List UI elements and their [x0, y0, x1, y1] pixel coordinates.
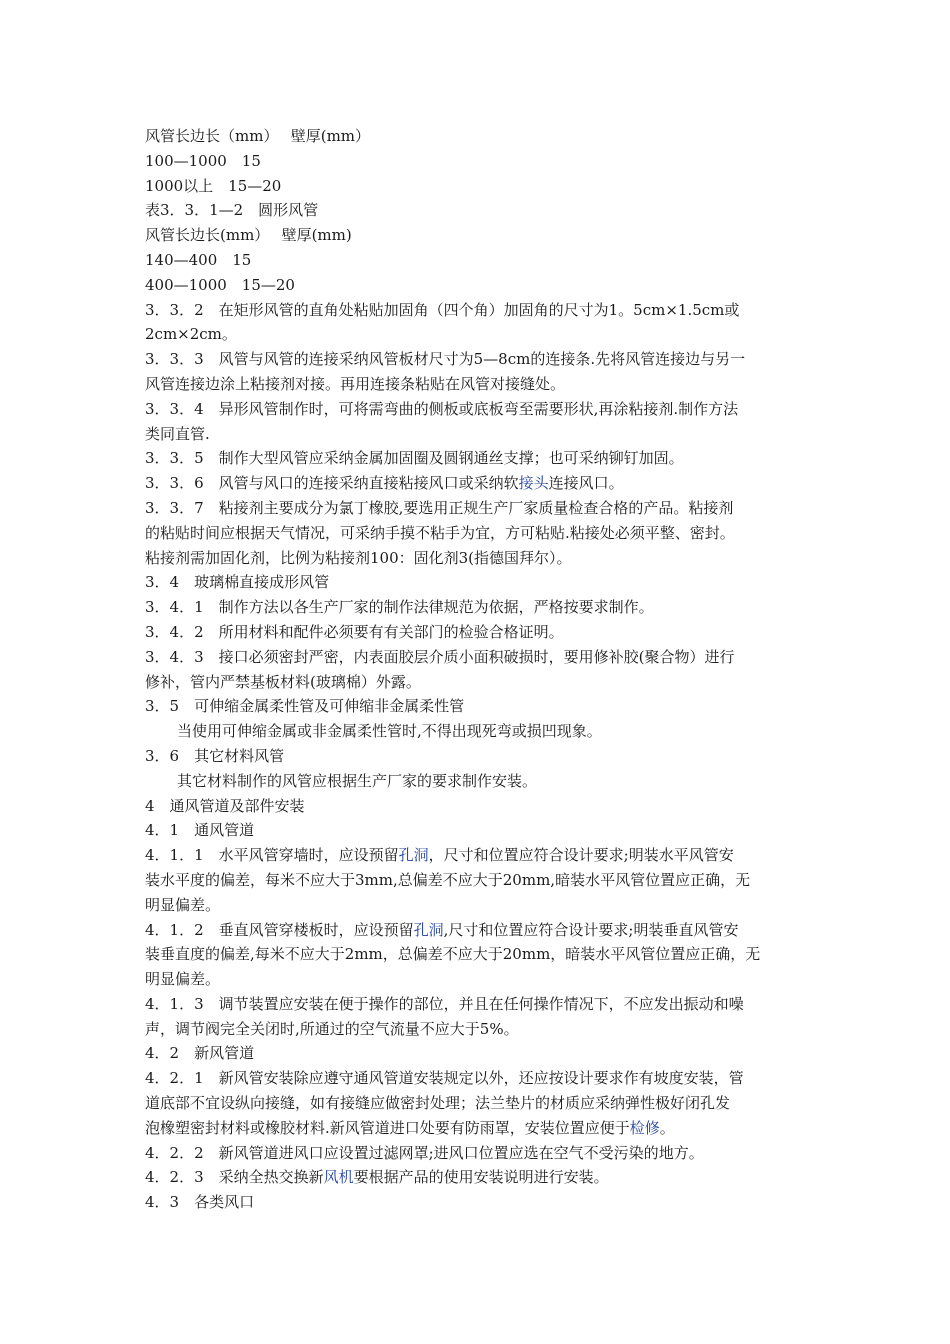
text-line: 4．2．2 新风管道进风口应设置过滤网罩;进风口位置应选在空气不受污染的地方。 [145, 1143, 704, 1162]
text-line: 3．4．1 制作方法以各生产厂家的制作法律规范为依据，严格按要求制作。 [145, 598, 654, 617]
text-line: 的粘贴时间应根据天气情况，可采纳手摸不粘手为宜，方可粘贴.粘接处必须平整、密封。 [145, 523, 735, 542]
text-line: 3．3．5 制作大型风管应采纳金属加固圈及圆钢通丝支撑；也可采纳铆钉加固。 [145, 449, 684, 468]
inline-link[interactable]: 孔洞 [413, 920, 444, 939]
line-text-after-link: 连接风口。 [548, 474, 624, 493]
text-line: 装水平度的偏差，每米不应大于3mm,总偏差不应大于20mm,暗装水平风管位置应正确，无 [145, 870, 751, 889]
text-line: 3．4 玻璃棉直接成形风管 [145, 573, 330, 592]
text-line: 3．6 其它材料风管 [145, 746, 285, 765]
text-line: 修补，管内严禁基板材料(玻璃棉）外露。 [145, 672, 421, 691]
line-text-before-link: 4．1．2 垂直风管穿楼板时，应设预留 [145, 920, 414, 939]
text-line: 明显偏差。 [145, 895, 221, 914]
text-line [145, 918, 815, 943]
text-line [145, 471, 815, 496]
text-line: 100—1000 15 [145, 151, 261, 170]
line-text-after-link: 要根据产品的使用安装说明进行安装。 [353, 1168, 609, 1187]
inline-link[interactable]: 检修 [629, 1118, 660, 1137]
line-text-before-link: 3．3．6 风管与风口的连接采纳直接粘接风口或采纳软 [145, 474, 519, 493]
text-line: 4．2 新风管道 [145, 1044, 255, 1063]
inline-link[interactable]: 孔洞 [398, 846, 429, 865]
text-line: 风管长边长（mm） 壁厚(mm） [145, 127, 371, 145]
text-line: 140—400 15 [145, 250, 252, 269]
line-text-after-link: 。 [659, 1118, 675, 1137]
inline-link[interactable]: 风机 [323, 1168, 354, 1187]
text-line: 4．1 通风管道 [145, 821, 255, 840]
line-text-before-link: 4．2．3 采纳全热交换新 [145, 1168, 324, 1187]
text-line: 4．2．1 新风管安装除应遵守通风管道安装规定以外，还应按设计要求作有坡度安装，管 [145, 1069, 744, 1088]
line-text-after-link: ，尺寸和位置应符合设计要求;明装水平风管安 [428, 846, 734, 865]
text-line: 粘接剂需加固化剂，比例为粘接剂100：固化剂3(指德国拜尔）。 [145, 548, 572, 567]
line-text-after-link: ,尺寸和位置应符合设计要求;明装垂直风管安 [443, 920, 739, 939]
text-line: 3．4．3 接口必须密封严密，内表面胶层介质小面积破损时，要用修补胶(聚合物）进行 [145, 647, 735, 666]
text-line: 4．1．3 调节装置应安装在便于操作的部位，并且在任何操作情况下，不应发出振动和噪 [145, 994, 744, 1013]
text-line: 1000以上 15—20 [145, 176, 282, 195]
text-line: 当使用可伸缩金属或非金属柔性管时,不得出现死弯或损凹现象。 [177, 722, 602, 741]
text-line: 4 通风管道及部件安装 [145, 796, 305, 815]
text-line: 风管连接边涂上粘接剂对接。再用连接条粘贴在风管对接缝处。 [145, 374, 566, 393]
text-line: 表3．3．1—2 圆形风管 [145, 201, 319, 220]
text-line: 3．3．4 异形风管制作时，可将需弯曲的侧板或底板弯至需要形状,再涂粘接剂.制作方法 [145, 399, 739, 418]
text-line: 明显偏差。 [145, 970, 221, 989]
text-line [145, 1165, 815, 1190]
text-line: 3．4．2 所用材料和配件必须要有有关部门的检验合格证明。 [145, 622, 564, 641]
text-line: 400—1000 15—20 [145, 275, 295, 294]
line-text-before-link: 4．1．1 水平风管穿墙时，应设预留 [145, 846, 399, 865]
text-line: 3．3．7 粘接剂主要成分为氯丁橡胶,要选用正规生产厂家质量检查合格的产品。粘接剂 [145, 498, 734, 517]
text-line: 风管长边长(mm） 壁厚(mm) [145, 226, 352, 245]
text-line: 3．3．2 在矩形风管的直角处粘贴加固角（四个角）加固角的尺寸为1。5cm×1.5cm或 [145, 300, 740, 319]
text-line: 3．3．3 风管与风管的连接采纳风管板材尺寸为5—8cm的连接条.先将风管连接边与另一 [145, 350, 746, 369]
inline-link[interactable]: 接头 [518, 474, 549, 493]
document-body [145, 124, 815, 1215]
text-line: 4．3 各类风口 [145, 1193, 255, 1212]
text-line [145, 1116, 815, 1141]
text-line [145, 843, 815, 868]
text-line: 道底部不宜设纵向接缝，如有接缝应做密封处理；法兰垫片的材质应采纳弹性极好闭孔发 [145, 1094, 731, 1113]
text-line: 类同直管. [145, 424, 210, 443]
text-line: 其它材料制作的风管应根据生产厂家的要求制作安装。 [177, 771, 538, 790]
text-line: 声，调节阀完全关闭时,所通过的空气流量不应大于5%。 [145, 1019, 519, 1038]
line-text-before-link: 泡橡塑密封材料或橡胶材料.新风管道进口处要有防雨罩，安装位置应便于 [145, 1118, 630, 1137]
text-line: 装垂直度的偏差,每米不应大于2mm，总偏差不应大于20mm，暗装水平风管位置应正确，无 [145, 945, 761, 964]
text-line: 2cm×2cm。 [145, 325, 237, 344]
text-line: 3．5 可伸缩金属柔性管及可伸缩非金属柔性管 [145, 697, 465, 716]
